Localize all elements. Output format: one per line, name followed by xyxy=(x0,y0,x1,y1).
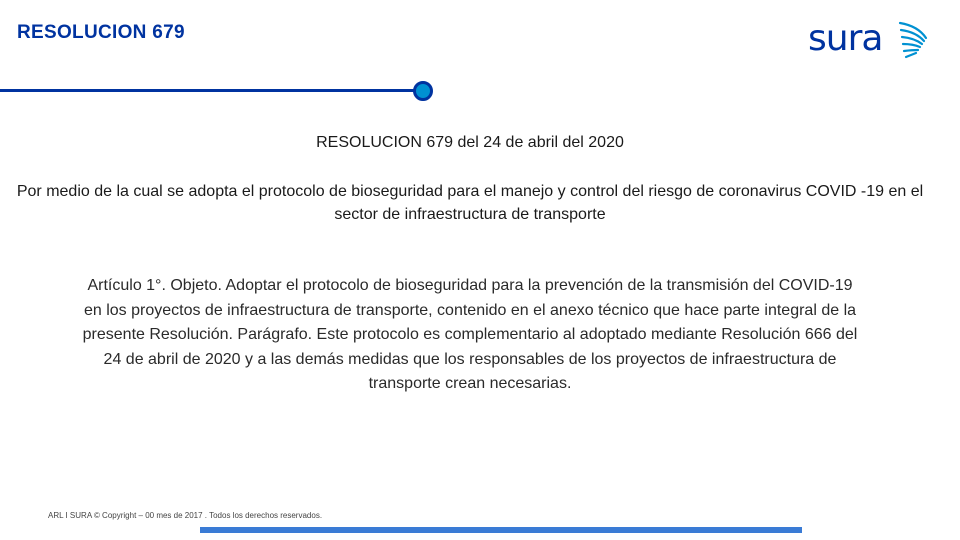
header-rule-left xyxy=(0,89,190,92)
sura-logo xyxy=(808,16,932,62)
logo-wordmark: sura xyxy=(808,18,883,59)
resolution-subheading: Por medio de la cual se adopta el protocolo de bioseguridad para el manejo y control del riesgo de coronavirus COVID -19 en el sector de infraestructura de transporte xyxy=(16,183,924,223)
slide-title: RESOLUCION 679 xyxy=(17,22,185,43)
footer-bar xyxy=(200,527,802,533)
article-text: Artículo 1°. Objeto. Adoptar el protocolo de bioseguridad para la prevención de la transmisión del COVID-19 en los proyectos de infraestructura de transporte, contenido en el anexo técnico que hace parte integral de la presente Resolución. Parágrafo. Este protocolo es complementario al adoptado mediante Resolución 666 del 24 de abril de 2020 y a las demás medidas que los responsables de los proyectos de infraestructura de transporte crean necesarias. xyxy=(82,277,858,392)
wing-icon xyxy=(896,20,930,62)
copyright-footer: ARL I SURA © Copyright – 00 mes de 2017 . Todos los derechos reservados. xyxy=(48,511,323,520)
header-rule-dot xyxy=(413,81,433,101)
header-rule xyxy=(184,89,416,92)
resolution-heading: RESOLUCION 679 del 24 de abril del 2020 xyxy=(316,134,624,151)
